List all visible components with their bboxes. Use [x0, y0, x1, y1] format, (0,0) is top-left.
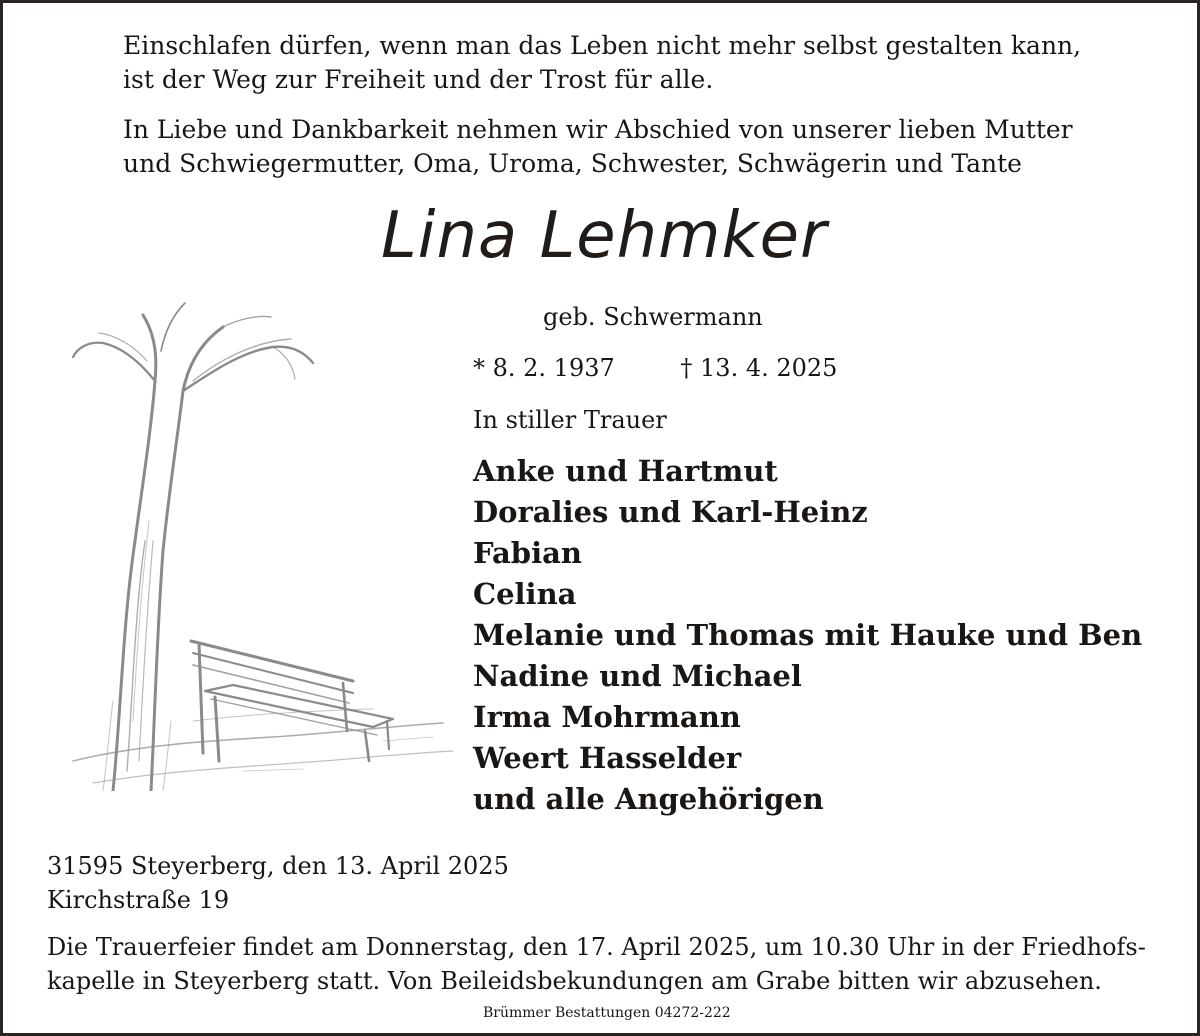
death-date: † 13. 4. 2025 — [680, 354, 838, 382]
poem-line-2: ist der Weg zur Freiheit und der Trost für alle. — [123, 65, 714, 94]
tree-trunk — [113, 315, 156, 791]
poem-line-1: Einschlafen dürfen, wenn man das Leben nicht mehr selbst gestalten kann, — [123, 31, 1082, 60]
bench-back — [191, 641, 353, 681]
mourner-item: Weert Hasselder — [473, 741, 742, 775]
bench-leg — [199, 643, 203, 753]
mourner-item: und alle Angehörigen — [473, 782, 824, 816]
born-name: geb. Schwermann — [543, 303, 763, 331]
mourner-item: Irma Mohrmann — [473, 700, 741, 734]
mourner-item: Doralies und Karl-Heinz — [473, 495, 868, 529]
life-dates — [473, 354, 837, 382]
address-block — [47, 849, 509, 917]
tree-and-bench-illustration — [43, 291, 463, 791]
mourner-item: Nadine und Michael — [473, 659, 802, 693]
notice-line-1: Die Trauerfeier findet am Donnerstag, den 17. April 2025, um 10.30 Uhr in der Friedhofs- — [47, 933, 1146, 961]
mourner-item: Anke und Hartmut — [473, 454, 778, 488]
mourning-label: In stiller Trauer — [473, 406, 667, 434]
mourner-item: Melanie und Thomas mit Hauke und Ben — [473, 618, 1143, 652]
mourner-item: Celina — [473, 577, 577, 611]
mourner-item: Fabian — [473, 536, 582, 570]
birth-date: * 8. 2. 1937 — [473, 354, 615, 382]
mourners-list — [473, 451, 1142, 820]
notice-line-2: kapelle in Steyerberg statt. Von Beileidsbekundungen am Grabe bitten wir abzusehen. — [47, 967, 1102, 995]
place-and-date: 31595 Steyerberg, den 13. April 2025 — [47, 852, 509, 880]
funeral-notice — [47, 930, 1177, 998]
undertaker-credit: Brümmer Bestattungen 04272-222 — [483, 1005, 731, 1021]
farewell-line-2: und Schwiegermutter, Oma, Uroma, Schwester, Schwägerin und Tante — [123, 149, 1022, 178]
deceased-name: Lina Lehmker — [381, 199, 828, 273]
farewell-line-1: In Liebe und Dankbarkeit nehmen wir Abschied von unserer lieben Mutter — [123, 115, 1073, 144]
intro-text — [123, 29, 1143, 181]
tree-branch — [183, 347, 313, 391]
street-address: Kirchstraße 19 — [47, 886, 230, 914]
